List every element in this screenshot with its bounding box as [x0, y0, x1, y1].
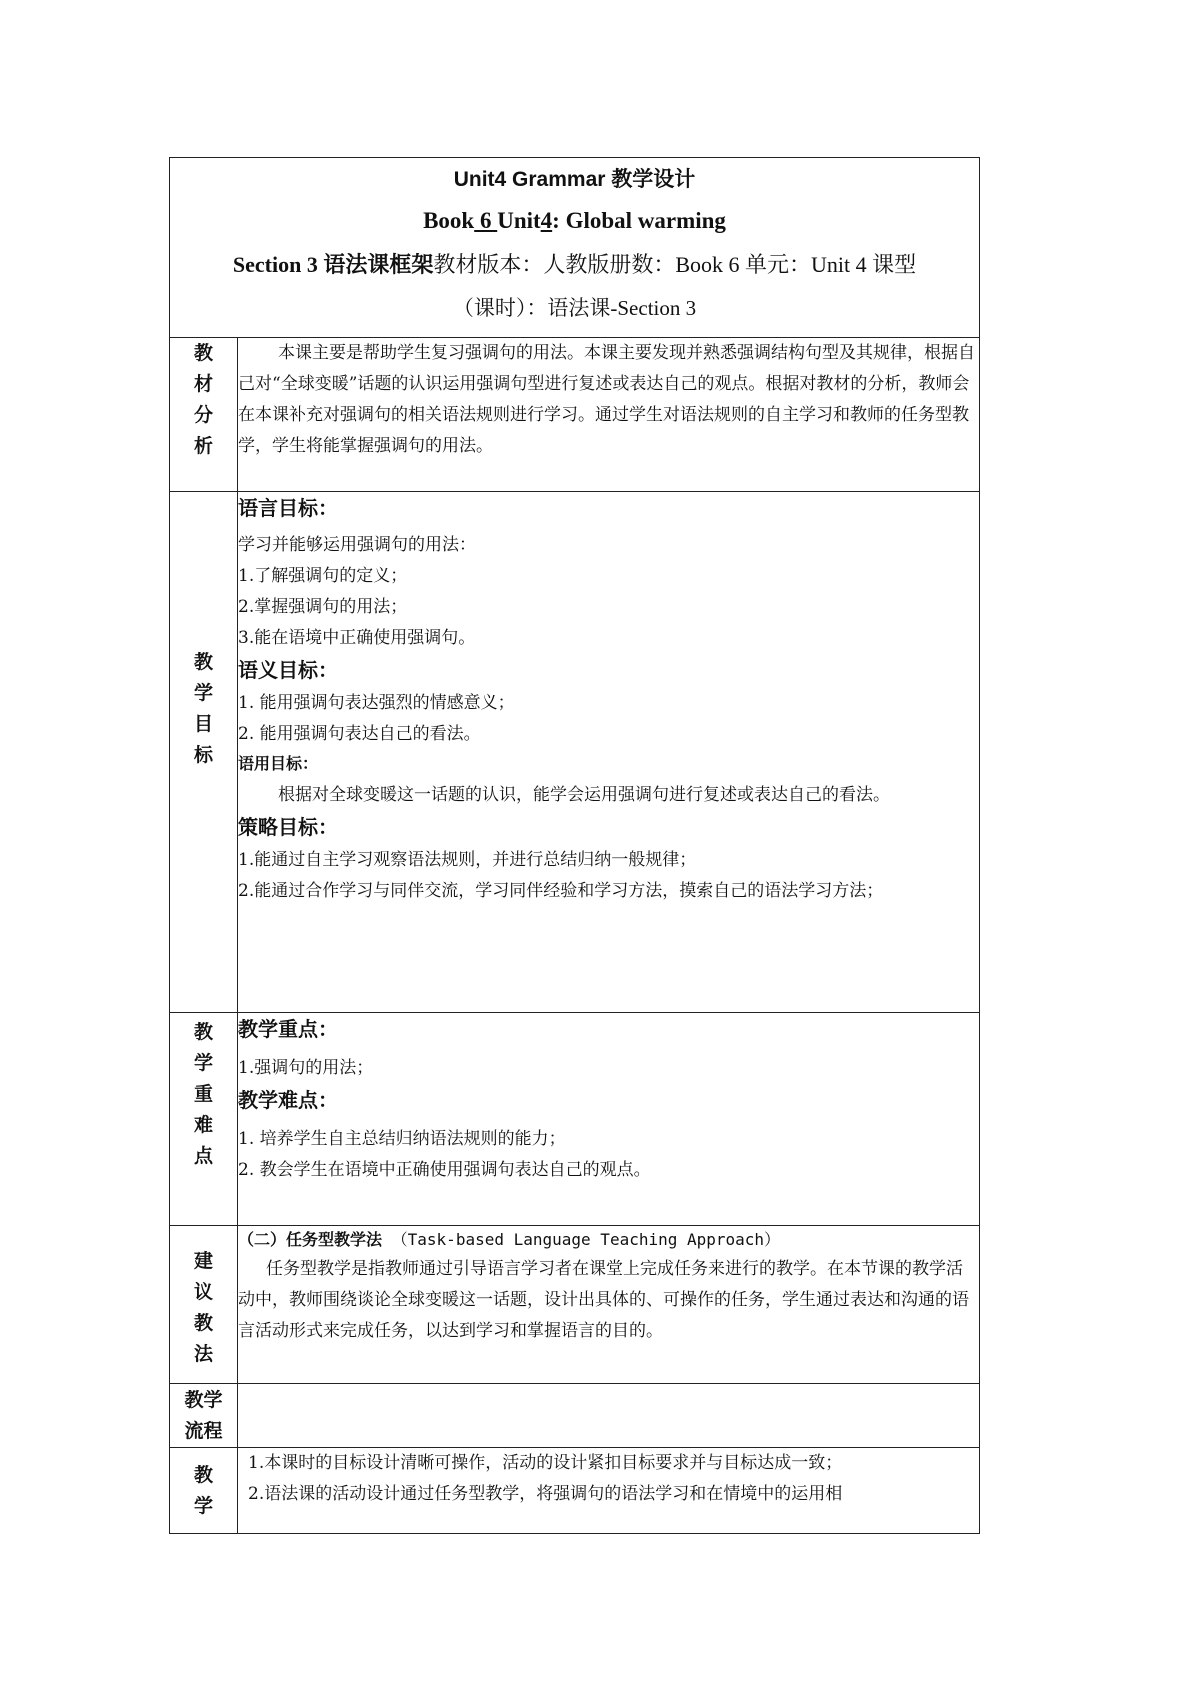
material-text: 本课主要是帮助学生复习强调句的用法。本课主要发现并熟悉强调结构句型及其规律，根据自己对“全球变暖”话题的认识运用强调句型进行复述或表达自己的观点。根据对教材的分析，教师会在本课补充对强调句的相关语法规则进行学习。通过学生对语法规则的自主学习和教师的任务型教学，学生将能掌握强调句的用法。 — [238, 343, 975, 456]
header-cell — [170, 158, 980, 338]
strategy-item: 1.能通过自主学习观察语法规则，并进行总结归纳一般规律； — [238, 850, 697, 870]
difficult-point-item: 2. 教会学生在语境中正确使用强调句表达自己的观点。 — [238, 1160, 651, 1180]
material-label: 教 材 分 析 — [170, 338, 238, 492]
book-unit-line: Book 6 Unit4: Global warming — [423, 208, 726, 233]
lesson-plan-table — [169, 157, 980, 1534]
language-item: 2.掌握强调句的用法； — [238, 597, 408, 617]
objectives-label: 教 学 目 标 — [170, 492, 238, 1013]
key-difficult-points — [238, 1013, 980, 1226]
key-points-label: 教 学 重 难 点 — [170, 1013, 238, 1226]
method-heading: （二）任务型教学法 （Task-based Language Teaching Approach） — [238, 1230, 781, 1249]
language-item: 3.能在语境中正确使用强调句。 — [238, 628, 476, 648]
evaluation-label: 教 学 — [170, 1448, 238, 1534]
evaluation-item: 1.本课时的目标设计清晰可操作，活动的设计紧扣目标要求并与目标达成一致； — [248, 1453, 843, 1473]
method-text: 任务型教学是指教师通过引导语言学习者在课堂上完成任务来进行的教学。在本节课的教学活动中，教师围绕谈论全球变暖这一话题，设计出具体的、可操作的任务，学生通过表达和沟通的语言活动形式来完成任务，以达到学习和掌握语言的目的。 — [238, 1259, 969, 1341]
language-item: 1.了解强调句的定义； — [238, 566, 408, 586]
lesson-type-line: （课时）：语法课-Section 3 — [452, 296, 697, 320]
teaching-process — [238, 1384, 980, 1448]
difficult-points-heading: 教学难点： — [238, 1090, 338, 1112]
material-analysis — [238, 338, 980, 492]
semantic-objectives-heading: 语义目标： — [238, 660, 338, 682]
strategy-item: 2.能通过合作学习与同伴交流，学习同伴经验和学习方法，摸索自己的语法学习方法； — [238, 881, 884, 901]
strategy-objectives-heading: 策略目标： — [238, 817, 338, 839]
evaluation-item: 2.语法课的活动设计通过任务型教学，将强调句的语法学习和在情境中的运用相 — [248, 1484, 843, 1504]
semantic-item: 2. 能用强调句表达自己的看法。 — [238, 724, 481, 744]
difficult-point-item: 1. 培养学生自主总结归纳语法规则的能力； — [238, 1129, 566, 1149]
process-label: 教学 流程 — [170, 1384, 238, 1448]
pragmatic-text: 根据对全球变暖这一话题的认识，能学会运用强调句进行复述或表达自己的看法。 — [278, 785, 890, 805]
language-intro: 学习并能够运用强调句的用法： — [238, 535, 476, 555]
key-point-item: 1.强调句的用法； — [238, 1058, 374, 1078]
document-title: Unit4 Grammar 教学设计 — [453, 168, 696, 191]
language-objectives-heading: 语言目标： — [238, 498, 338, 520]
suggested-method — [238, 1226, 980, 1384]
semantic-item: 1. 能用强调句表达强烈的情感意义； — [238, 693, 515, 713]
teaching-evaluation — [238, 1448, 980, 1534]
pragmatic-objectives-heading: 语用目标： — [238, 756, 319, 773]
section-info-line: Section 3 语法课框架教材版本：人教版册数：Book 6 单元：Unit 4 课型 — [232, 252, 917, 277]
key-points-heading: 教学重点： — [238, 1019, 338, 1041]
teaching-objectives — [238, 492, 980, 1013]
method-label: 建 议 教 法 — [170, 1226, 238, 1384]
